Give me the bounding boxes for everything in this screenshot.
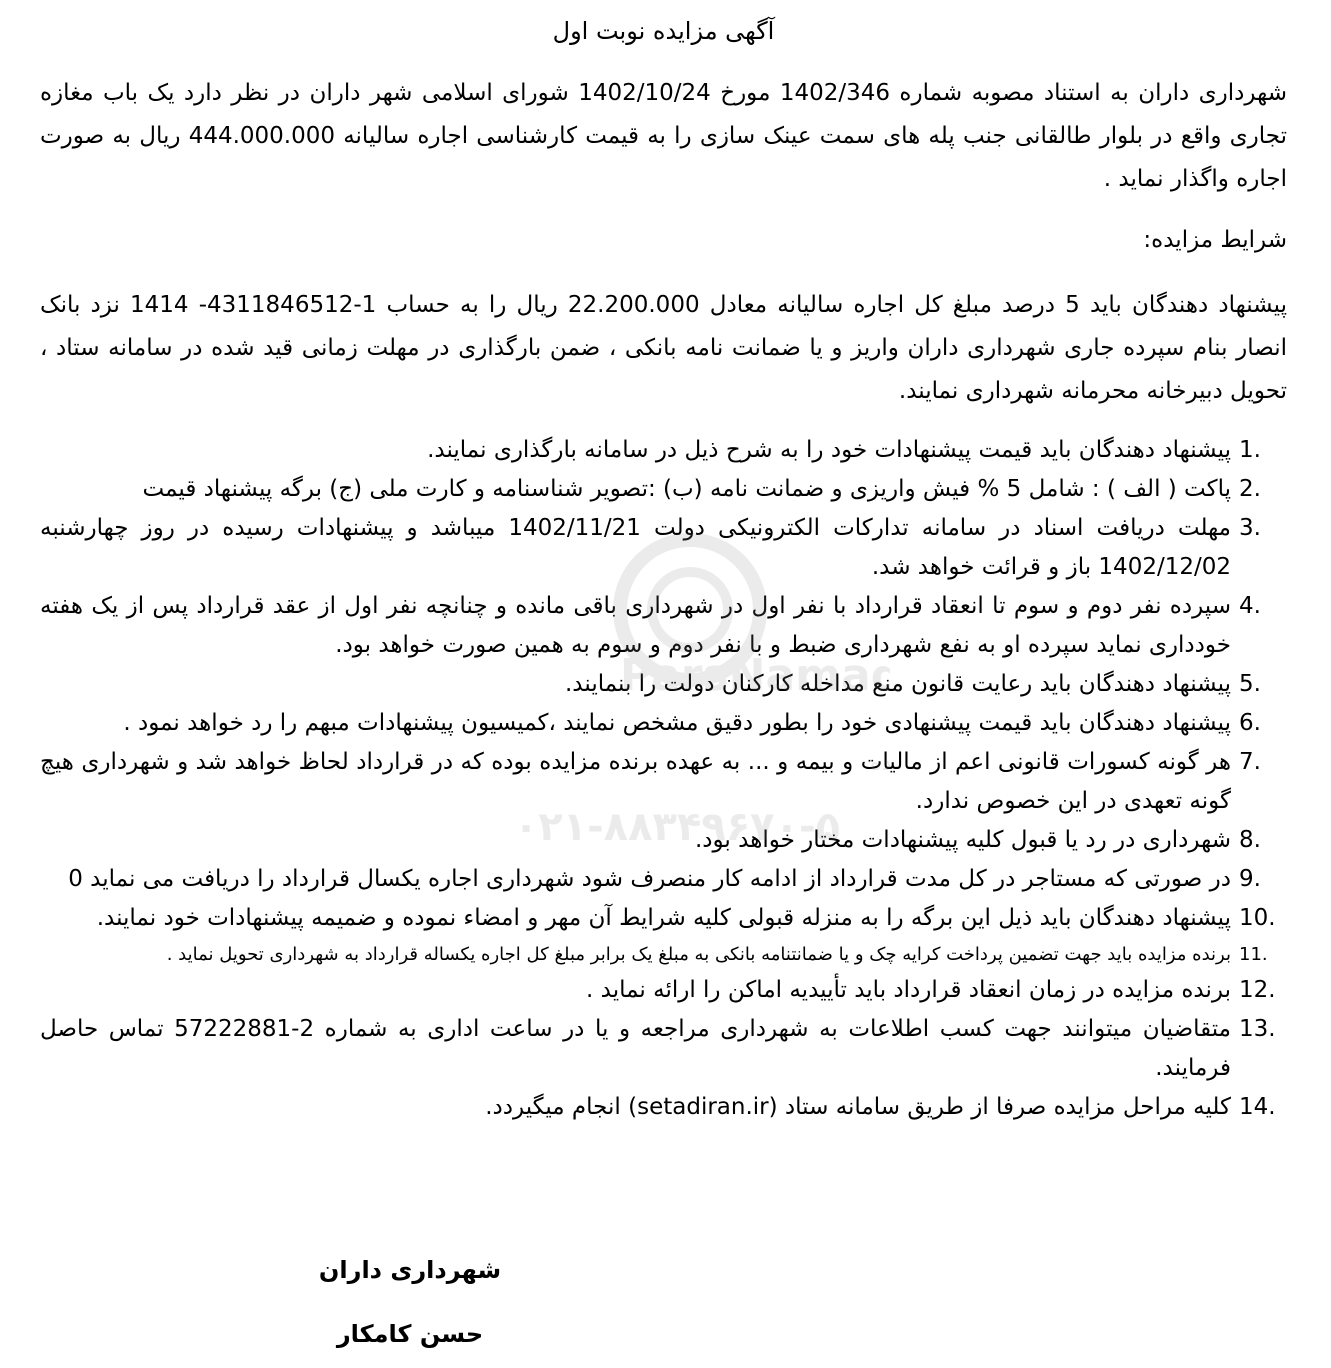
list-item-number: 8 . xyxy=(1239,821,1287,860)
signature-organization: شهرداری داران xyxy=(318,1256,502,1284)
conditions-heading: شرایط مزایده: xyxy=(1143,227,1287,253)
list-item xyxy=(40,1088,1287,1127)
list-item xyxy=(40,431,1287,470)
conditions-list xyxy=(40,431,1287,1127)
list-item-number: 6 . xyxy=(1239,704,1287,743)
list-item-number: 5 . xyxy=(1239,665,1287,704)
list-item-number: 14 . xyxy=(1239,1088,1287,1127)
list-item-text: پیشنهاد دهندگان باید قیمت پیشنهادات خود را به شرح ذیل در سامانه بارگذاری نمایند. xyxy=(427,437,1231,463)
watermark-brand: ParsNamad xyxy=(620,650,890,701)
list-item xyxy=(40,1010,1287,1088)
list-item xyxy=(40,704,1287,743)
list-item-number: 10 . xyxy=(1239,899,1287,938)
list-item xyxy=(40,470,1287,509)
list-item-text: کلیه مراحل مزایده صرفا از طریق سامانه ستاد (setadiran.ir) انجام میگیردد. xyxy=(485,1094,1231,1120)
watermark-tagline: ده xyxy=(870,751,890,776)
list-item xyxy=(40,587,1287,665)
list-item xyxy=(40,509,1287,587)
list-item xyxy=(40,860,1287,899)
watermark-phone: ۰۲۱-۸۸۳۴۹۶۷۰-۵ xyxy=(513,804,840,850)
list-item xyxy=(40,899,1287,938)
intro-paragraph: شهرداری داران به استناد مصوبه شماره 1402/346 مورخ 1402/10/24 شورای اسلامی شهر داران در نظر دارد یک باب مغازه تجاری واقع در بلوار طالقانی جنب پله های سمت عینک سازی را به قیمت کارشناسی اجاره سالیانه 444.000.000 ریال به صورت اجاره واگذار نماید . xyxy=(40,80,1287,192)
list-item-text: پیشنهاد دهندگان باید ذیل این برگه را به منزله قبولی کلیه شرایط آن مهر و امضاء نموده و ضمیمه پیشنهادات خود نمایند. xyxy=(96,905,1231,931)
list-item-number: 12 . xyxy=(1239,971,1287,1010)
list-item-number: 4 . xyxy=(1239,587,1287,626)
list-item-number: 1 . xyxy=(1239,431,1287,470)
list-item-text: شهرداری در رد یا قبول کلیه پیشنهادات مختار خواهد بود. xyxy=(694,827,1231,853)
list-item-number: 9 . xyxy=(1239,860,1287,899)
list-item-number: 3 . xyxy=(1239,509,1287,548)
list-item xyxy=(40,938,1287,971)
list-item-text: متقاضیان میتوانند جهت کسب اطلاعات به شهرداری مراجعه و یا در ساعت اداری به شماره 2-57222881 تماس حاصل فرمایند. xyxy=(40,1016,1232,1081)
list-item-text: برنده مزایده باید جهت تضمین پرداخت کرایه چک و یا ضمانتنامه بانکی به مبلغ یک برابر مبلغ کل اجاره یکساله قرارداد به شهرداری تحویل نماید . xyxy=(166,944,1231,965)
list-item-number: 13 . xyxy=(1239,1010,1287,1049)
list-item xyxy=(40,971,1287,1010)
list-item-number: 2 . xyxy=(1239,470,1287,509)
conditions-paragraph: پیشنهاد دهندگان باید 5 درصد مبلغ کل اجاره سالیانه معادل 22.200.000 ریال را به حساب 1-4311846512- 1414 نزد بانک انصار بنام سپرده جاری شهرداری داران واریز و یا ضمانت نامه بانکی ، ضمن بارگذاری در مهلت زمانی قید شده در سامانه ستاد ، تحویل دبیرخانه محرمانه شهرداری نمایند. xyxy=(40,292,1287,404)
list-item xyxy=(40,743,1287,821)
list-item-text: پیشنهاد دهندگان باید رعایت قانون منع مداخله کارکنان دولت را بنمایند. xyxy=(565,671,1231,697)
list-item-text: پاکت ( الف ) : شامل 5 % فیش واریزی و ضمانت نامه (ب) :تصویر شناسنامه و کارت ملی (ج) برگه پیشنهاد قیمت xyxy=(142,476,1231,502)
page-title: آگهی مزایده نوبت اول xyxy=(552,17,775,45)
list-item-text: سپرده نفر دوم و سوم تا انعقاد قرارداد با نفر اول در شهرداری باقی مانده و چنانچه نفر اول از عقد قرارداد پس از یک هفته خودداری نماید سپرده او به نفع شهرداری ضبط و با نفر دوم و سوم به همین صورت خواهد بود. xyxy=(40,593,1231,658)
list-item xyxy=(40,821,1287,860)
list-item-number: 7 . xyxy=(1239,743,1287,782)
list-item-text: هر گونه کسورات قانونی اعم از مالیات و بیمه و ... به عهده برنده مزایده بوده که در قرارداد لحاظ خواهد شد و شهرداری هیچ گونه تعهدی در این خصوص ندارد. xyxy=(40,749,1231,814)
signature-name: حسن کامکار xyxy=(336,1320,484,1348)
list-item-number: 11 . xyxy=(1239,938,1287,971)
list-item-text: در صورتی که مستاجر در کل مدت قرارداد از ادامه کار منصرف شود شهرداری اجاره یکسال قرارداد را دریافت می نماید 0 xyxy=(68,866,1231,892)
list-item-text: برنده مزایده در زمان انعقاد قرارداد باید تأییدیه اماکن را ارائه نماید . xyxy=(586,977,1231,1003)
list-item xyxy=(40,665,1287,704)
list-item-text: مهلت دریافت اسناد در سامانه تدارکات الکترونیکی دولت 1402/11/21 میباشد و پیشنهادات رسیده در روز چهارشنبه 1402/12/02 باز و قرائت خواهد شد. xyxy=(40,515,1232,580)
list-item-text: پیشنهاد دهندگان باید قیمت پیشنهادی خود را بطور دقیق مشخص نمایند ،کمیسیون پیشنهادات مبهم را رد خواهد نمود . xyxy=(123,710,1231,736)
